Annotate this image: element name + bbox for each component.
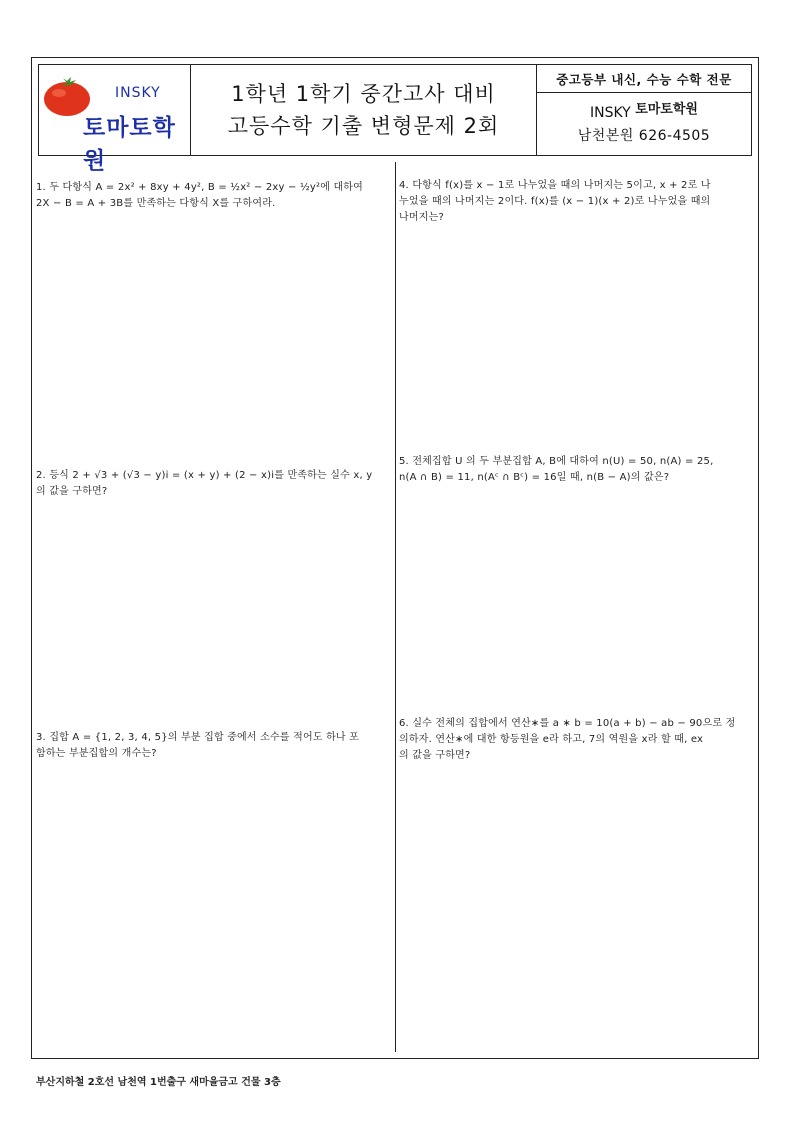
question-5-line-1: 5. 전체집합 U 의 두 부분집합 A, B에 대하여 n(U) = 50, n(A) = 25,: [399, 456, 714, 467]
logo: [39, 65, 191, 174]
question-1-line-1: 1. 두 다항식 A = 2x² + 8xy + 4y², B = ½x² − 2xy − ½y²에 대하여: [36, 182, 364, 193]
brand-prefix: INSKY: [590, 104, 631, 121]
title-line-2: 고등수학 기출 변형문제 2회: [227, 114, 500, 138]
branch-phone: 남천본원 626-4505: [577, 127, 711, 144]
info-block: [537, 65, 751, 155]
question-6-line-2: 의하자. 연산∗에 대한 항등원을 e라 하고, 7의 역원을 x라 할 때, ex: [399, 734, 704, 745]
tagline: 중고등부 내신, 수능 수학 전문: [537, 65, 751, 93]
question-2: [36, 468, 390, 500]
question-6: [399, 716, 753, 764]
header-box: [38, 64, 752, 174]
column-divider: [395, 162, 396, 1052]
question-5: [399, 454, 753, 486]
question-3-line-2: 함하는 부분집합의 개수는?: [36, 748, 157, 759]
question-4: [399, 178, 753, 226]
question-6-line-3: 의 값을 구하면?: [399, 750, 471, 761]
branch-info: [537, 93, 751, 155]
question-3: [36, 730, 390, 762]
footer-address: 부산지하철 2호선 남천역 1번출구 새마을금고 건물 3층: [36, 1077, 281, 1088]
question-4-line-1: 4. 다항식 f(x)를 x − 1로 나누었을 때의 나머지는 5이고, x + 2로 나: [399, 180, 711, 191]
title-line-1: 1학년 1학기 중간고사 대비: [231, 82, 496, 106]
logo-name: 토마토학원: [83, 115, 176, 174]
question-4-line-2: 누었을 때의 나머지는 2이다. f(x)를 (x − 1)(x + 2)로 나누었을 때의: [399, 196, 711, 207]
brand-name: 토마토학원: [635, 101, 698, 117]
logo-insky: INSKY: [115, 85, 161, 101]
question-4-line-3: 나머지는?: [399, 212, 444, 223]
question-2-line-1: 2. 등식 2 + √3 + (√3 − y)i = (x + y) + (2 − x)i를 만족하는 실수 x, y: [36, 470, 373, 481]
question-6-line-1: 6. 실수 전체의 집합에서 연산∗를 a ∗ b = 10(a + b) − ab − 90으로 정: [399, 718, 736, 729]
question-2-line-2: 의 값을 구하면?: [36, 486, 108, 497]
question-1: [36, 180, 390, 212]
question-1-line-2: 2X − B = A + 3B를 만족하는 다항식 X를 구하여라.: [36, 198, 276, 209]
question-3-line-1: 3. 집합 A = {1, 2, 3, 4, 5}의 부분 집합 중에서 소수를 적어도 하나 포: [36, 732, 360, 743]
question-5-line-2: n(A ∩ B) = 11, n(Aᶜ ∩ Bᶜ) = 16일 때, n(B − A)의 값은?: [399, 472, 670, 483]
title-block: [191, 65, 537, 155]
brand: [590, 102, 698, 125]
